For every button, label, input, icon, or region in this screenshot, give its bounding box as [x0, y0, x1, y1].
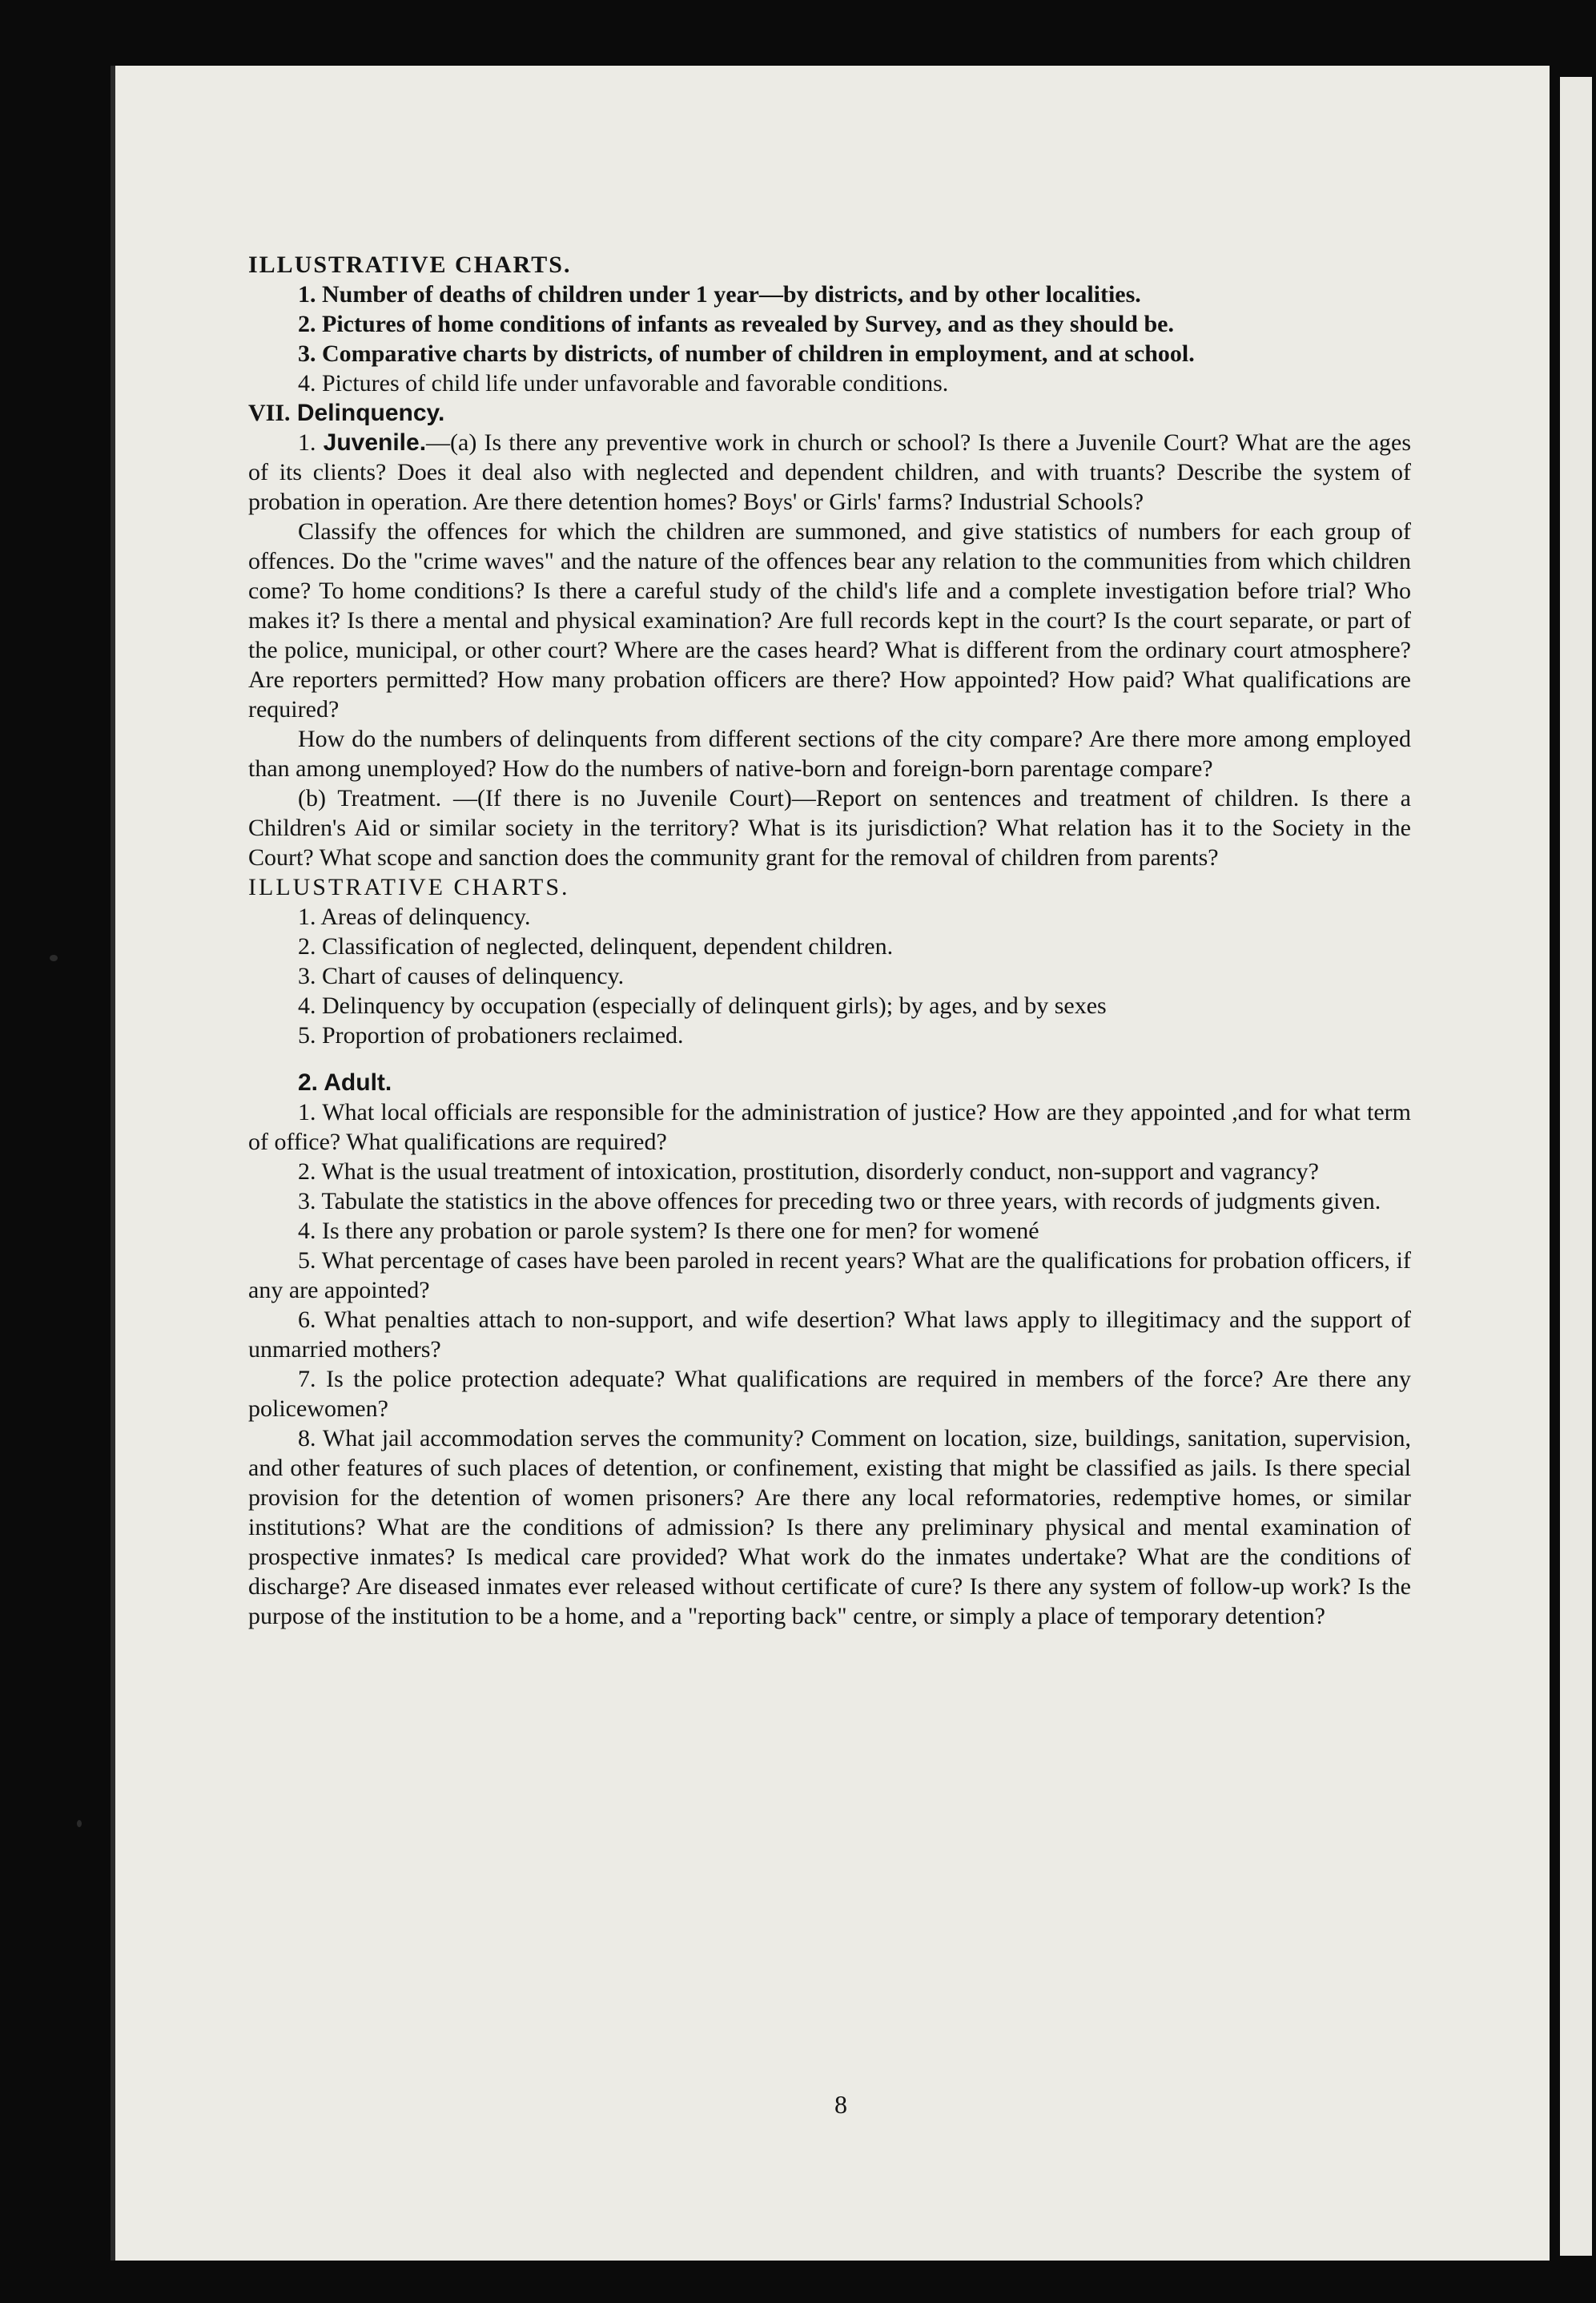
adjacent-page-edge — [1560, 77, 1592, 2256]
juvenile-paragraph-classify: Classify the offences for which the children are summoned, and give statistics of numbers for each group of offences. Do the "crime waves" and the nature of the offences bear any relation to the communities from which children come? To home conditions? Is there a careful study of the child's life and a complete investigation before trial? Who makes it? Is there a mental and physical examination? Are full records kept in the court? Is the court separate, or part of the police, municipal, or other court? Where are the cases heard? What is different from the ordinary court atmosphere? Are reporters permitted? How many probation officers are there? How appointed? How paid? What qualifications are required? — [248, 518, 1411, 723]
adult-question: 7. Is the police protection adequate? What qualifications are required in members of the force? Are there any policewomen? — [248, 1366, 1412, 1422]
chart-item: 3. Comparative charts by districts, of number of children in employment, and at school. — [298, 340, 1195, 367]
section-title-delinquency: VII. Delinquency. — [248, 400, 445, 426]
scan-speck — [50, 955, 58, 961]
chart-item: 1. Areas of delinquency. — [298, 904, 531, 930]
adult-question: 2. What is the usual treatment of intoxication, prostitution, disorderly conduct, non-support and vagrancy? — [298, 1158, 1319, 1185]
chart-item: 5. Proportion of probationers reclaimed. — [298, 1022, 684, 1049]
section-heading-illustrative-charts: ILLUSTRATIVE CHARTS. — [248, 252, 572, 278]
chart-item: 2. Classification of neglected, delinquent, dependent children. — [298, 933, 894, 960]
scan-speck — [77, 1820, 82, 1827]
subsection-title-adult: 2. Adult. — [298, 1069, 392, 1096]
juvenile-paragraph-numbers: How do the numbers of delinquents from different sections of the city compare? Are there more among employed than among unemployed? How do the numbers of native-born and foreign-born parentage compare? — [248, 726, 1411, 782]
document-body — [248, 250, 1411, 1631]
chart-item: 4. Delinquency by occupation (especially of delinquent girls); by ages, and by sexes — [298, 992, 1107, 1019]
chart-item: 3. Chart of causes of delinquency. — [298, 963, 625, 989]
juvenile-paragraph-b: (b) Treatment. —(If there is no Juvenile Court)—Report on sentences and treatment of children. Is there a Children's Aid or similar society in the territory? What is its jurisdiction? What relation has it to the Society in the Court? What scope and sanction does the community grant for the removal of children from parents? — [248, 785, 1411, 871]
chart-item: 1. Number of deaths of children under 1 year—by districts, and by other localities. — [298, 281, 1141, 308]
page-number: 8 — [834, 2090, 847, 2119]
chart-item: 2. Pictures of home conditions of infants as revealed by Survey, and as they should be. — [298, 311, 1174, 337]
adult-question: 3. Tabulate the statistics in the above offences for preceding two or three years, with records of judgments given. — [298, 1188, 1381, 1214]
juvenile-paragraph-a: 1. Juvenile.—(a) Is there any preventive work in church or school? Is there a Juvenile Court? What are the ages of its clients? Does it deal also with neglected and dependent children, and with truants? Describe the system of probation in operation. Are there detention homes? Boys' or Girls' farms? Industrial Schools? — [248, 429, 1412, 515]
chart-item: 4. Pictures of child life under unfavorable and favorable conditions. — [298, 370, 949, 397]
adult-question: 1. What local officials are responsible for the administration of justice? How are they appointed ,and for what term of office? What qualifications are required? — [248, 1099, 1411, 1155]
adult-question: 5. What percentage of cases have been paroled in recent years? What are the qualifications for probation officers, if any are appointed? — [248, 1247, 1412, 1303]
section-heading-illustrative-charts: ILLUSTRATIVE CHARTS. — [248, 874, 570, 900]
subsection-label-juvenile: Juvenile. — [323, 429, 427, 456]
adult-question: 4. Is there any probation or parole system? Is there one for men? for womené — [298, 1218, 1039, 1244]
adult-question: 6. What penalties attach to non-support, and wife desertion? What laws apply to illegitimacy and the support of unmarried mothers? — [248, 1307, 1411, 1363]
adult-question: 8. What jail accommodation serves the community? Comment on location, size, buildings, sanitation, supervision, and other features of such places of detention, or confinement, existing that might be classified as jails. Is there special provision for the detention of women prisoners? Are there any local reformatories, redemptive homes, or similar institutions? What are the conditions of admission? Is there any preliminary physical and mental examination of prospective inmates? Is medical care provided? What work do the inmates undertake? What are the conditions of discharge? Are diseased inmates ever released without certificate of cure? Is there any system of follow-up work? Is the purpose of the institution to be a home, and a "reporting back" centre, or simply a place of temporary detention? — [248, 1425, 1411, 1629]
